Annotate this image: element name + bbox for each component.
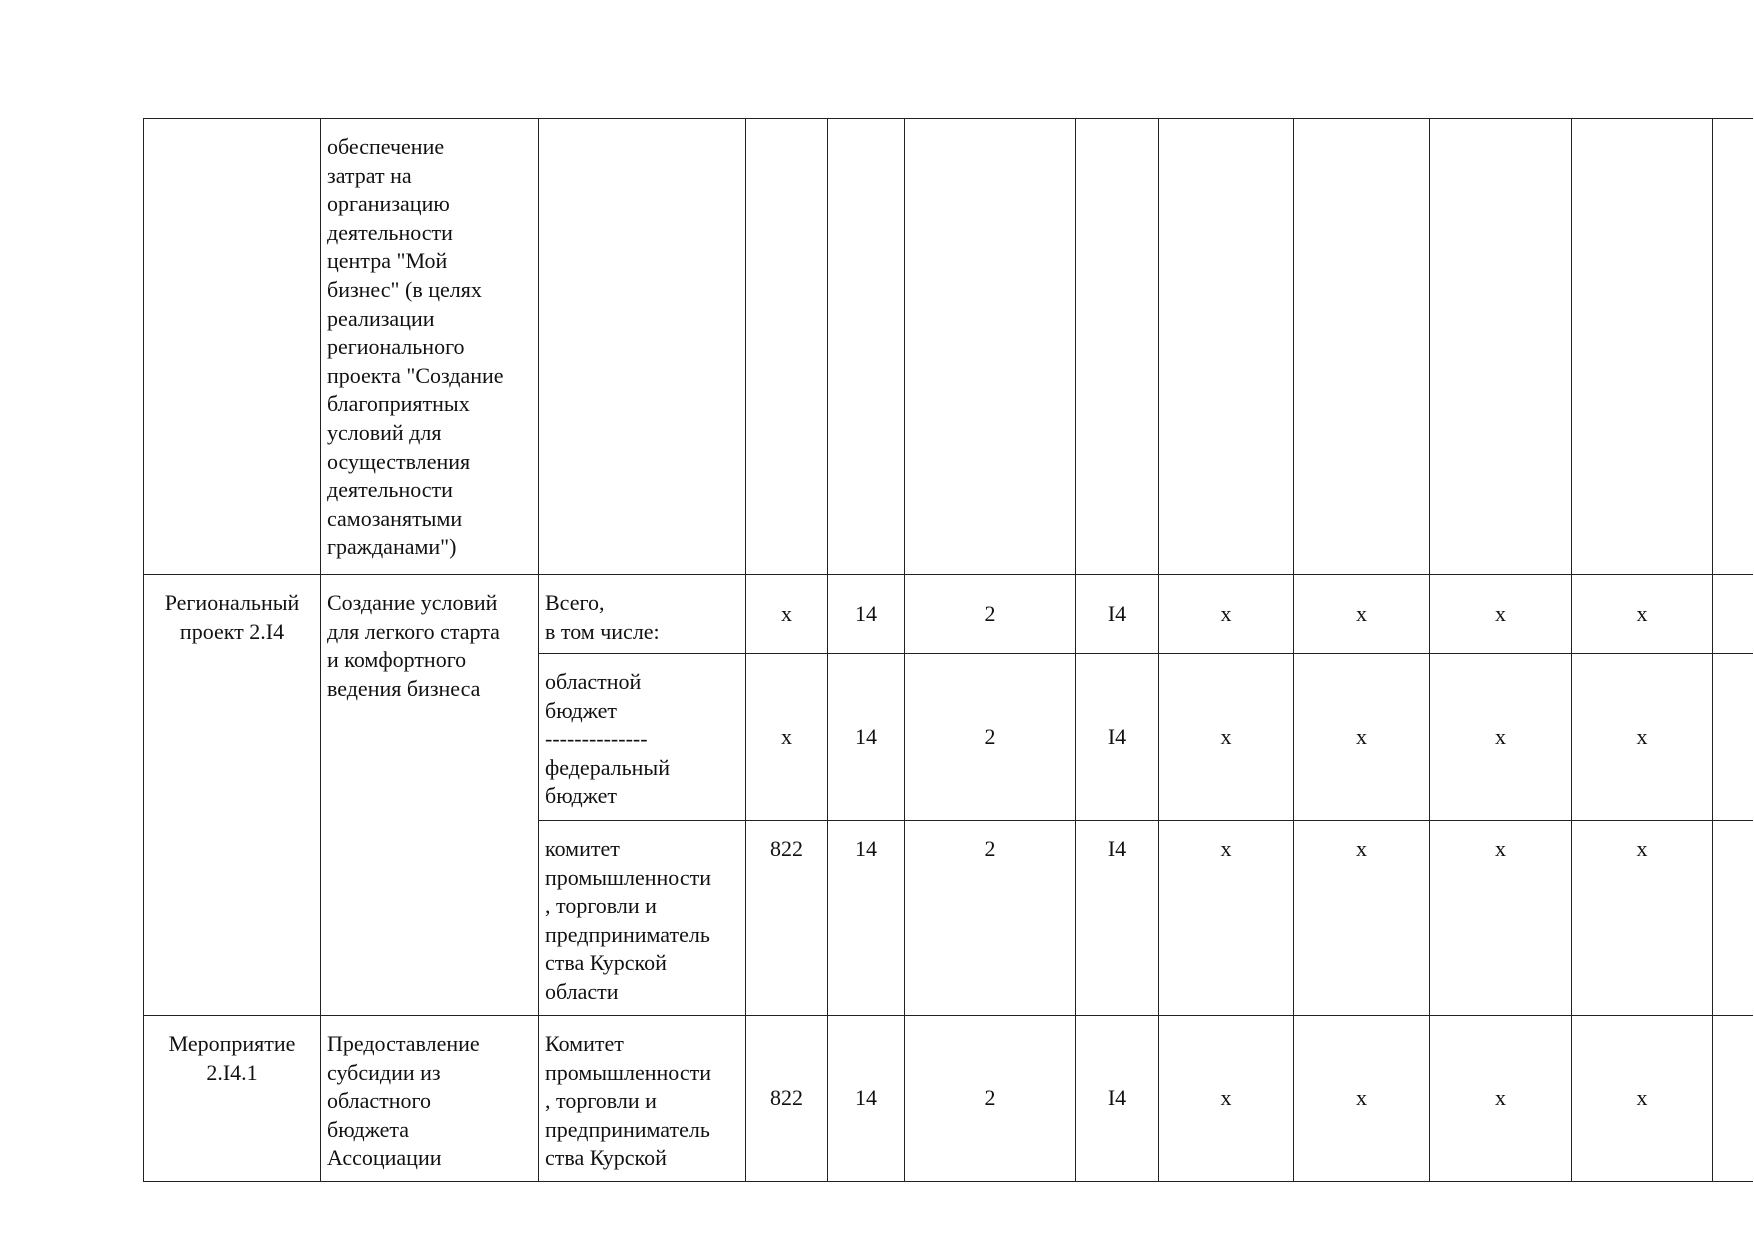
cell-code: 822 bbox=[746, 821, 828, 1016]
cell-value: x bbox=[1430, 1016, 1572, 1182]
table-row bbox=[144, 1016, 1753, 1182]
cell-source bbox=[539, 119, 746, 575]
cell-value: x bbox=[1294, 1016, 1430, 1182]
cell-value: x bbox=[1159, 654, 1294, 821]
cell-value: x bbox=[1572, 821, 1713, 1016]
cell-source: комитет промышленности , торговли и предприниматель ства Курской области bbox=[539, 821, 746, 1016]
cell-value: x bbox=[1159, 575, 1294, 654]
cell-value: x bbox=[1294, 654, 1430, 821]
cell-value: 14 bbox=[828, 575, 905, 654]
cell-value: 14 bbox=[828, 821, 905, 1016]
cell-cut-off bbox=[1713, 654, 1753, 821]
cell-source: областной бюджет -------------- федеральный бюджет bbox=[539, 654, 746, 821]
cell-description: Предоставление субсидии из областного бюджета Ассоциации bbox=[321, 1016, 539, 1182]
cell-code: 822 bbox=[746, 1016, 828, 1182]
cell-value: 14 bbox=[828, 1016, 905, 1182]
cell-value bbox=[828, 119, 905, 575]
cell-value: I4 bbox=[1076, 575, 1159, 654]
cell-source: Комитет промышленности , торговли и предприниматель ства Курской bbox=[539, 1016, 746, 1182]
budget-table bbox=[143, 118, 1753, 1182]
cell-value bbox=[1294, 119, 1430, 575]
cell-value: I4 bbox=[1076, 1016, 1159, 1182]
cell-value: x bbox=[1430, 821, 1572, 1016]
cell-code bbox=[746, 119, 828, 575]
cell-value bbox=[1430, 119, 1572, 575]
cell-value: x bbox=[1430, 654, 1572, 821]
cell-value: I4 bbox=[1076, 821, 1159, 1016]
cell-source: Всего, в том числе: bbox=[539, 575, 746, 654]
cell-value: x bbox=[1430, 575, 1572, 654]
cell-description: обеспечение затрат на организацию деятельности центра "Мой бизнес" (в целях реализации регионального проекта "Создание благоприятных условий для осуществления деятельности самозанятыми гражданами") bbox=[321, 119, 539, 575]
cell-value bbox=[1076, 119, 1159, 575]
cell-value: x bbox=[1572, 575, 1713, 654]
cell-value: 2 bbox=[905, 821, 1076, 1016]
cell-cut-off bbox=[1713, 821, 1753, 1016]
cell-value: 2 bbox=[905, 575, 1076, 654]
table-row bbox=[144, 575, 1753, 654]
cell-value bbox=[905, 119, 1076, 575]
cell-description: Создание условий для легкого старта и комфортного ведения бизнеса bbox=[321, 575, 539, 1016]
cell-value: x bbox=[1294, 575, 1430, 654]
cell-value bbox=[1572, 119, 1713, 575]
cell-value: x bbox=[1159, 821, 1294, 1016]
cell-row-label: Мероприятие 2.I4.1 bbox=[144, 1016, 321, 1182]
cell-value bbox=[1159, 119, 1294, 575]
cell-row-label bbox=[144, 119, 321, 575]
cell-value: 14 bbox=[828, 654, 905, 821]
cell-value: I4 bbox=[1076, 654, 1159, 821]
cell-cut-off bbox=[1713, 1016, 1753, 1182]
cell-value: x bbox=[1572, 654, 1713, 821]
cell-value: 2 bbox=[905, 1016, 1076, 1182]
cell-cut-off bbox=[1713, 575, 1753, 654]
cell-value: x bbox=[1159, 1016, 1294, 1182]
cell-value: x bbox=[1294, 821, 1430, 1016]
cell-code: x bbox=[746, 575, 828, 654]
table-row bbox=[144, 119, 1753, 575]
cell-row-label: Региональный проект 2.I4 bbox=[144, 575, 321, 1016]
cell-cut-off bbox=[1713, 119, 1753, 575]
cell-value: 2 bbox=[905, 654, 1076, 821]
cell-code: x bbox=[746, 654, 828, 821]
cell-value: x bbox=[1572, 1016, 1713, 1182]
